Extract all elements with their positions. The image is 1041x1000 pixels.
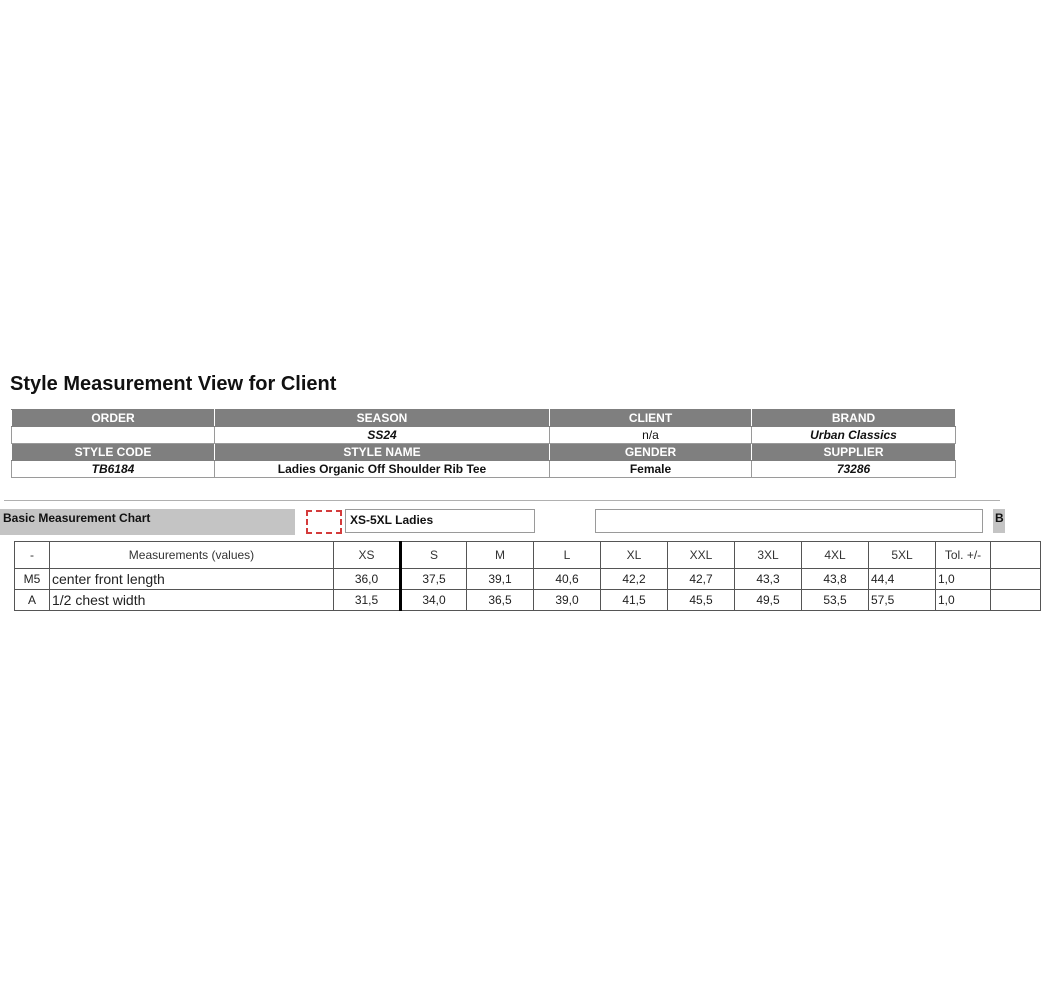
row-name: 1/2 chest width	[50, 590, 334, 611]
cell-3xl: 49,5	[735, 590, 802, 611]
table-row	[15, 590, 1041, 611]
col-tolerance-header: Tol. +/-	[936, 542, 991, 569]
col-5xl-header: 5XL	[869, 542, 936, 569]
col-code-header: -	[15, 542, 50, 569]
measurement-table	[14, 541, 1041, 611]
gender-header: GENDER	[550, 444, 752, 461]
cell-tolerance: 1,0	[936, 569, 991, 590]
client-header: CLIENT	[550, 410, 752, 427]
cell-xs: 36,0	[334, 569, 401, 590]
info-header-row-2	[12, 444, 956, 461]
brand-value: Urban Classics	[752, 427, 956, 444]
row-code: M5	[15, 569, 50, 590]
size-range-field[interactable]: XS-5XL Ladies	[345, 509, 535, 533]
empty-field[interactable]	[595, 509, 983, 533]
supplier-header: SUPPLIER	[752, 444, 956, 461]
col-s-header: S	[401, 542, 467, 569]
info-header-row	[12, 410, 956, 427]
chart-label: Basic Measurement Chart	[0, 509, 295, 535]
client-value: n/a	[550, 427, 752, 444]
style-name-header: STYLE NAME	[215, 444, 550, 461]
section-divider	[4, 500, 1000, 501]
size-chart-selector[interactable]	[306, 510, 342, 534]
cell-4xl: 43,8	[802, 569, 869, 590]
cell-5xl: 57,5	[869, 590, 936, 611]
cut-off-label: B	[993, 509, 1005, 533]
cell-s: 34,0	[401, 590, 467, 611]
order-header: ORDER	[12, 410, 215, 427]
col-m-header: M	[467, 542, 534, 569]
table-row	[15, 569, 1041, 590]
table-header-row	[15, 542, 1041, 569]
cell-extra	[991, 569, 1041, 590]
cell-m: 36,5	[467, 590, 534, 611]
col-xxl-header: XXL	[668, 542, 735, 569]
cell-tolerance: 1,0	[936, 590, 991, 611]
style-name-value: Ladies Organic Off Shoulder Rib Tee	[215, 461, 550, 478]
gender-value: Female	[550, 461, 752, 478]
cell-4xl: 53,5	[802, 590, 869, 611]
season-header: SEASON	[215, 410, 550, 427]
col-l-header: L	[534, 542, 601, 569]
page-title: Style Measurement View for Client	[10, 373, 337, 395]
cell-xl: 42,2	[601, 569, 668, 590]
cell-xl: 41,5	[601, 590, 668, 611]
col-xs-header: XS	[334, 542, 401, 569]
col-4xl-header: 4XL	[802, 542, 869, 569]
cell-extra	[991, 590, 1041, 611]
season-value: SS24	[215, 427, 550, 444]
cell-xs: 31,5	[334, 590, 401, 611]
brand-header: BRAND	[752, 410, 956, 427]
info-value-row-2	[12, 461, 956, 478]
col-name-header: Measurements (values)	[50, 542, 334, 569]
order-value	[12, 427, 215, 444]
row-code: A	[15, 590, 50, 611]
supplier-value: 73286	[752, 461, 956, 478]
info-value-row	[12, 427, 956, 444]
col-extra-header	[991, 542, 1041, 569]
cell-xxl: 45,5	[668, 590, 735, 611]
cell-3xl: 43,3	[735, 569, 802, 590]
style-code-value: TB6184	[12, 461, 215, 478]
cell-m: 39,1	[467, 569, 534, 590]
cell-5xl: 44,4	[869, 569, 936, 590]
style-info-table	[11, 409, 956, 478]
col-3xl-header: 3XL	[735, 542, 802, 569]
cell-s: 37,5	[401, 569, 467, 590]
cell-l: 40,6	[534, 569, 601, 590]
row-name: center front length	[50, 569, 334, 590]
style-code-header: STYLE CODE	[12, 444, 215, 461]
cell-xxl: 42,7	[668, 569, 735, 590]
col-xl-header: XL	[601, 542, 668, 569]
cell-l: 39,0	[534, 590, 601, 611]
